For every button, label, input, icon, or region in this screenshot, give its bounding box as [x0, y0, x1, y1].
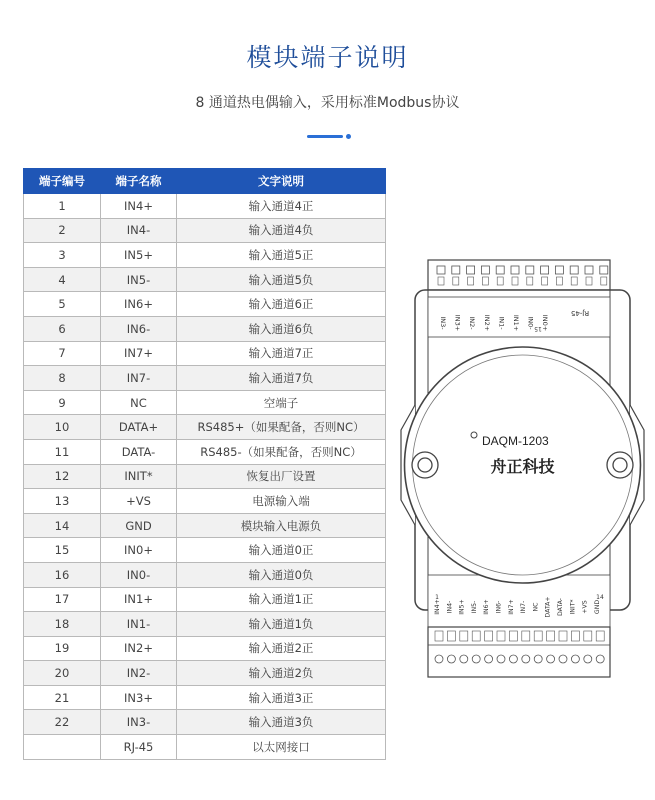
bottom-terminal-label: INIT* [569, 599, 577, 615]
header-name: 端子名称 [101, 169, 177, 194]
left-mount-hole [412, 452, 438, 478]
terminal-screw-icon [472, 655, 480, 663]
cell-number: 7 [24, 341, 101, 366]
cell-number: 22 [24, 710, 101, 735]
table-row [24, 538, 386, 563]
cell-desc: 输入通道0负 [177, 562, 386, 587]
terminal-screw-icon [596, 655, 604, 663]
cell-name: IN0- [101, 562, 177, 587]
table-row [24, 439, 386, 464]
table-row [24, 390, 386, 415]
table-row [24, 636, 386, 661]
cell-number: 11 [24, 439, 101, 464]
terminal-slot-icon [571, 631, 579, 641]
cell-name: INIT* [101, 464, 177, 489]
terminal-screw-icon [496, 266, 504, 274]
terminal-screw-icon [511, 266, 519, 274]
top-terminal-label: IN2- [468, 316, 477, 330]
cell-desc: 以太网接口 [177, 735, 386, 760]
terminal-screw-icon [571, 655, 579, 663]
terminal-slot-icon [509, 631, 517, 641]
table-row [24, 243, 386, 268]
top-terminal-label: IN0+ [541, 314, 550, 332]
terminal-screw-icon [497, 655, 505, 663]
terminal-screw-icon [559, 655, 567, 663]
terminal-screw-icon [584, 655, 592, 663]
cell-name: IN6+ [101, 292, 177, 317]
header-number: 端子编号 [24, 169, 101, 194]
bottom-pin-number-right: 14 [596, 594, 604, 601]
top-terminal-label: IN1- [497, 316, 506, 330]
terminal-slot-icon [559, 631, 567, 641]
terminal-slot-icon [586, 277, 592, 285]
terminal-slot-icon [447, 631, 455, 641]
cell-desc: 输入通道6负 [177, 316, 386, 341]
terminal-slot-icon [522, 631, 530, 641]
terminal-slot-icon [571, 277, 577, 285]
cell-number: 4 [24, 267, 101, 292]
terminal-slot-icon [542, 277, 548, 285]
cell-name: GND [101, 513, 177, 538]
bottom-terminal-label: NC [532, 602, 540, 612]
terminal-screw-icon [555, 266, 563, 274]
top-terminal-label: IN3- [439, 316, 447, 330]
terminal-screw-icon [522, 655, 530, 663]
terminal-slot-icon [438, 277, 444, 285]
top-pin-number: 15 [534, 325, 542, 332]
top-terminal-block [428, 260, 610, 290]
terminal-table [23, 168, 386, 760]
terminal-screw-icon [481, 266, 489, 274]
table-row [24, 267, 386, 292]
terminal-screw-icon [435, 655, 443, 663]
cell-desc: RS485-（如果配备，否则NC） [177, 439, 386, 464]
top-terminal-label: IN0- [526, 316, 535, 330]
terminal-slot-icon [596, 631, 604, 641]
cell-desc: 空端子 [177, 390, 386, 415]
terminal-screw-icon [526, 266, 534, 274]
table-row [24, 735, 386, 760]
terminal-screw-icon [467, 266, 475, 274]
cell-number [24, 735, 101, 760]
terminal-slot-icon [534, 631, 542, 641]
cell-number: 16 [24, 562, 101, 587]
top-terminal-label: IN3+ [453, 314, 462, 332]
cell-name: IN5- [101, 267, 177, 292]
cell-name: IN4- [101, 218, 177, 243]
cell-number: 20 [24, 661, 101, 686]
cell-number: 19 [24, 636, 101, 661]
bottom-terminal-label: IN7- [520, 600, 528, 614]
cell-desc: 输入通道6正 [177, 292, 386, 317]
cell-desc: 输入通道5正 [177, 243, 386, 268]
terminal-slot-icon [485, 631, 493, 641]
terminal-screw-icon [452, 266, 460, 274]
cell-desc: 电源输入端 [177, 489, 386, 514]
bottom-terminal-label: IN5- [470, 600, 478, 614]
cell-desc: 输入通道3负 [177, 710, 386, 735]
table-row [24, 612, 386, 637]
table-row [24, 710, 386, 735]
bottom-terminal-label: IN6- [495, 600, 503, 614]
terminal-screw-icon [447, 655, 455, 663]
bottom-terminal-label: IN6+ [483, 599, 491, 615]
cell-desc: 输入通道5负 [177, 267, 386, 292]
top-terminal-label: IN1+ [512, 314, 520, 332]
top-terminal-label: IN2+ [482, 314, 491, 332]
bottom-terminal-label: DATA- [557, 597, 564, 617]
bottom-terminal-label: IN4- [446, 600, 454, 614]
status-led-icon [471, 432, 477, 438]
terminal-slot-icon [468, 277, 474, 285]
header-desc: 文字说明 [177, 169, 386, 194]
terminal-screw-icon [437, 266, 445, 274]
terminal-screw-icon [541, 266, 549, 274]
cell-name: IN1- [101, 612, 177, 637]
bottom-terminal-label: IN4+ [434, 599, 441, 615]
cell-name: IN4+ [101, 194, 177, 219]
cell-name: IN2+ [101, 636, 177, 661]
bottom-terminal-block [428, 627, 610, 677]
cell-name: IN0+ [101, 538, 177, 563]
page-subtitle: 8 通道热电偶输入，采用标准Modbus协议 [195, 95, 460, 111]
terminal-slot-icon [472, 631, 480, 641]
terminal-slot-icon [556, 277, 562, 285]
table-row [24, 341, 386, 366]
cell-desc: 输入通道3正 [177, 685, 386, 710]
cell-desc: 输入通道7正 [177, 341, 386, 366]
cell-number: 1 [24, 194, 101, 219]
cell-number: 6 [24, 316, 101, 341]
table-row [24, 316, 386, 341]
table-row [24, 194, 386, 219]
table-row [24, 464, 386, 489]
terminal-slot-icon [584, 631, 592, 641]
bottom-terminal-label: IN5+ [458, 599, 466, 615]
terminal-slot-icon [497, 631, 505, 641]
cell-name: IN6- [101, 316, 177, 341]
bottom-terminal-label: GND [593, 599, 601, 615]
cell-number: 10 [24, 415, 101, 440]
cell-number: 21 [24, 685, 101, 710]
cell-name: IN1+ [101, 587, 177, 612]
terminal-screw-icon [547, 655, 555, 663]
table-row [24, 513, 386, 538]
bottom-terminal-label: DATA+ [544, 596, 552, 618]
cell-desc: 输入通道4负 [177, 218, 386, 243]
module-diagram [395, 255, 650, 685]
terminal-slot-icon [497, 277, 503, 285]
cell-desc: RS485+（如果配备，否则NC） [177, 415, 386, 440]
cell-desc: 输入通道7负 [177, 366, 386, 391]
cell-number: 2 [24, 218, 101, 243]
cell-desc: 输入通道2正 [177, 636, 386, 661]
model-label: DAQM-1203 [482, 434, 549, 448]
cell-desc: 输入通道2负 [177, 661, 386, 686]
cell-number: 18 [24, 612, 101, 637]
cell-name: IN7+ [101, 341, 177, 366]
cell-number: 9 [24, 390, 101, 415]
cell-number: 13 [24, 489, 101, 514]
table-header-row [24, 169, 386, 194]
brand-label: 舟正科技 [490, 457, 555, 476]
terminal-slot-icon [547, 631, 555, 641]
terminal-slot-icon [453, 277, 459, 285]
table-row [24, 685, 386, 710]
terminal-slot-icon [601, 277, 607, 285]
terminal-screw-icon [570, 266, 578, 274]
terminal-screw-icon [585, 266, 593, 274]
terminal-slot-icon [512, 277, 518, 285]
cell-number: 17 [24, 587, 101, 612]
accent-bar [307, 135, 343, 138]
table-row [24, 366, 386, 391]
cell-name: IN7- [101, 366, 177, 391]
terminal-screw-icon [600, 266, 608, 274]
table-row [24, 489, 386, 514]
cell-number: 8 [24, 366, 101, 391]
cell-name: IN3+ [101, 685, 177, 710]
table-row [24, 587, 386, 612]
right-mount-hole [607, 452, 633, 478]
terminal-slot-icon [527, 277, 533, 285]
page-title: 模块端子说明 [246, 43, 409, 72]
rj45-label: RJ-45 [570, 309, 590, 317]
cell-number: 12 [24, 464, 101, 489]
terminal-screw-icon [509, 655, 517, 663]
cell-name: IN3- [101, 710, 177, 735]
cell-number: 5 [24, 292, 101, 317]
table-row [24, 562, 386, 587]
cell-desc: 输入通道1负 [177, 612, 386, 637]
cell-name: RJ-45 [101, 735, 177, 760]
cell-name: DATA- [101, 439, 177, 464]
cell-number: 14 [24, 513, 101, 538]
bottom-pin-number-left: 1 [435, 594, 439, 601]
terminal-screw-icon [534, 655, 542, 663]
table-row [24, 415, 386, 440]
cell-name: DATA+ [101, 415, 177, 440]
terminal-slot-icon [435, 631, 443, 641]
bottom-terminal-label: +VS [581, 600, 589, 614]
bottom-terminal-label: IN7+ [507, 599, 515, 615]
cell-desc: 输入通道4正 [177, 194, 386, 219]
terminal-screw-icon [485, 655, 493, 663]
table-row [24, 292, 386, 317]
table-row [24, 218, 386, 243]
cell-desc: 模块输入电源负 [177, 513, 386, 538]
terminal-slot-icon [460, 631, 468, 641]
cell-desc: 输入通道0正 [177, 538, 386, 563]
cell-number: 15 [24, 538, 101, 563]
cell-name: IN2- [101, 661, 177, 686]
terminal-slot-icon [482, 277, 488, 285]
terminal-screw-icon [460, 655, 468, 663]
accent-dot [346, 134, 351, 139]
table-row [24, 661, 386, 686]
cell-name: NC [101, 390, 177, 415]
cell-number: 3 [24, 243, 101, 268]
cell-desc: 输入通道1正 [177, 587, 386, 612]
cell-name: +VS [101, 489, 177, 514]
cell-desc: 恢复出厂设置 [177, 464, 386, 489]
cell-name: IN5+ [101, 243, 177, 268]
